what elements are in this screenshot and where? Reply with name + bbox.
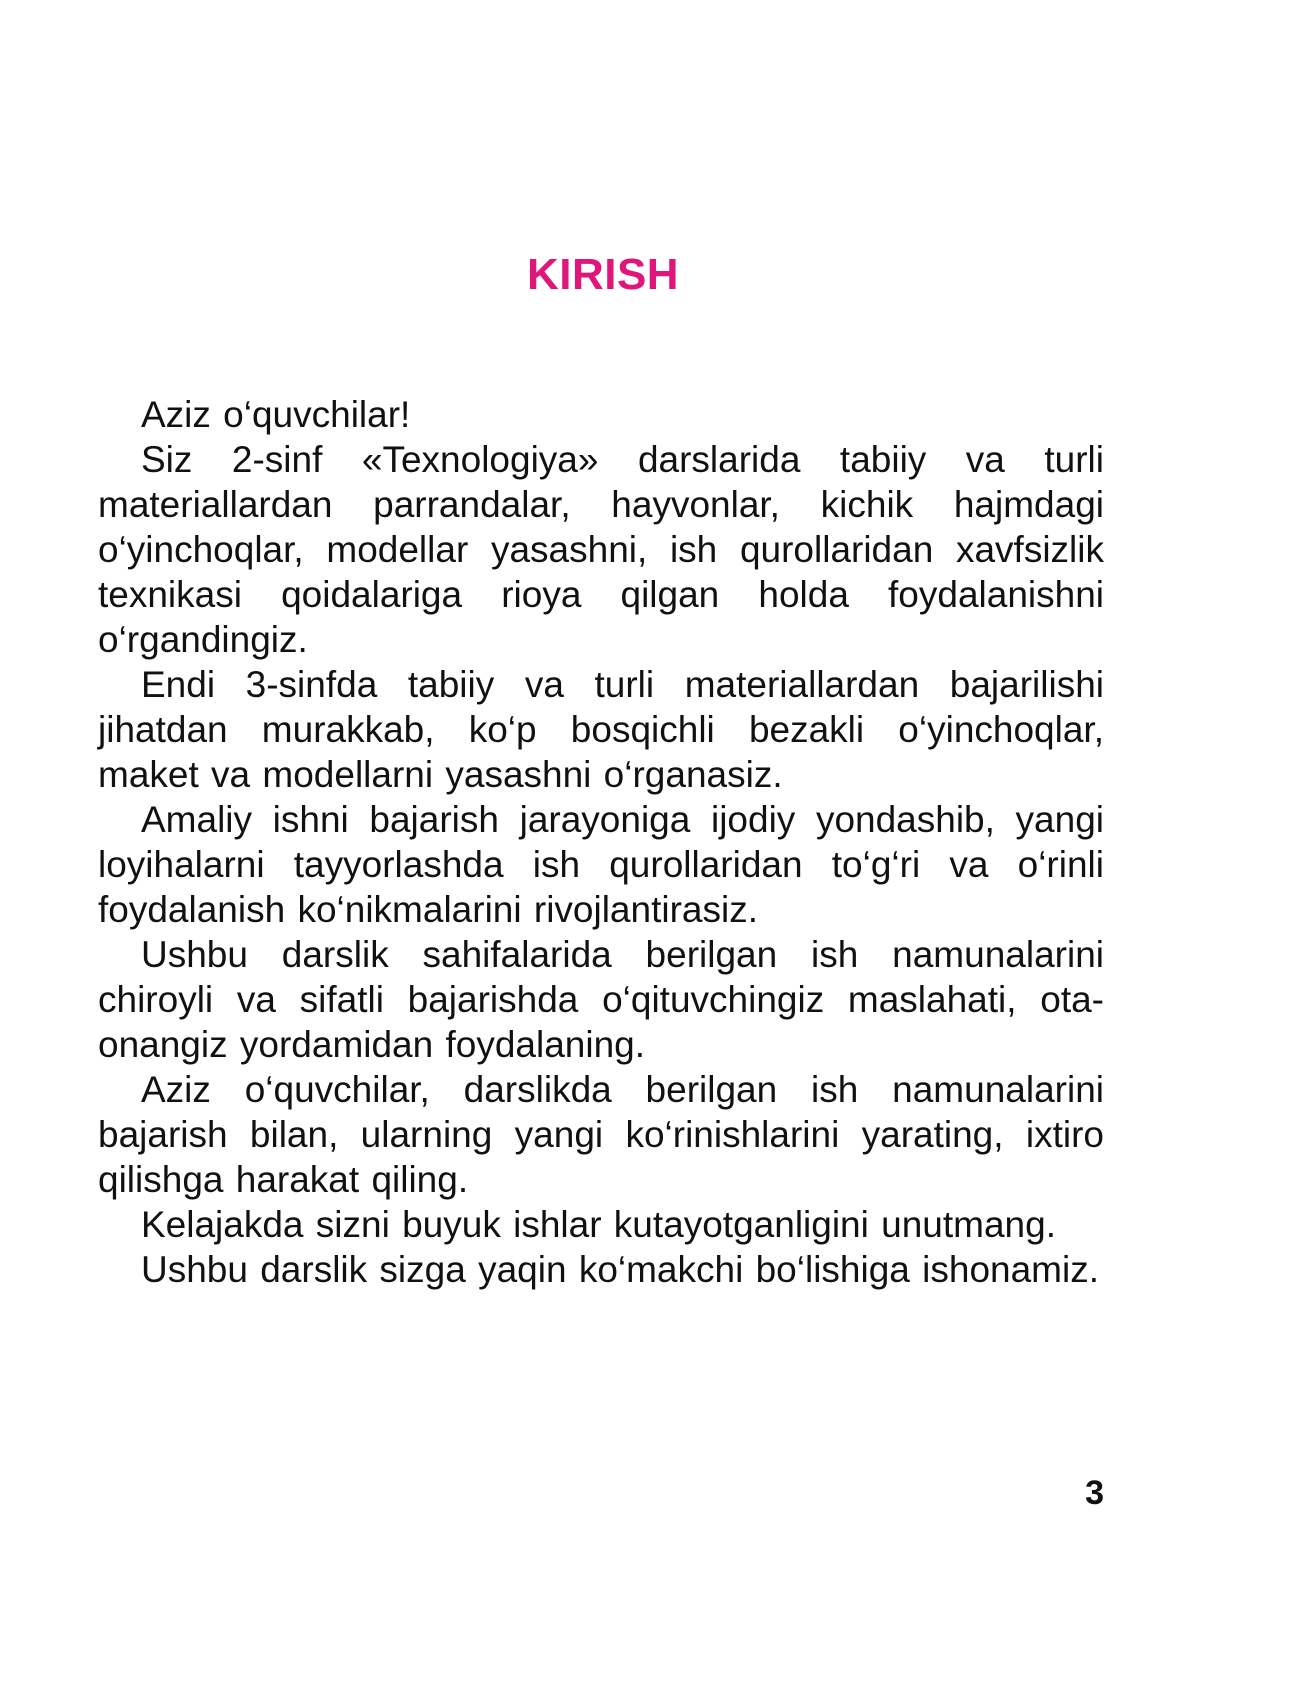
paragraph: Siz 2-sinf «Texnologiya» darslarida tabiiy va turli materiallardan parrandalar, hayvonlar, kichik hajmdagi o‘yinchoqlar, modellar yasashni, ish qurollaridan xavfsizlik texnikasi qoidalariga rioya qilgan holda foydalanishni o‘rgandingiz.	[98, 439, 1104, 660]
intro-text	[98, 392, 1104, 1292]
paragraph: Amaliy ishni bajarish jarayoniga ijodiy yondashib, yangi loyihalarni tayyorlashda ish qurollaridan to‘g‘ri va o‘rinli foydalanish ko‘nikmalarini rivojlantirasiz.	[98, 799, 1104, 930]
paragraph: Kelajakda sizni buyuk ishlar kutayotganligini unutmang.	[141, 1204, 1056, 1245]
paragraph: Ushbu darslik sizga yaqin ko‘makchi bo‘lishiga ishonamiz.	[141, 1249, 1099, 1290]
page-number: 3	[1085, 1474, 1104, 1512]
paragraph-greeting: Aziz o‘quvchilar!	[141, 394, 411, 435]
paragraph: Aziz o‘quvchilar, darslikda berilgan ish namunalarini bajarish bilan, ularning yangi ko‘rinishlarini yarating, ixtiro qilishga harakat qiling.	[98, 1069, 1104, 1200]
chapter-title: KIRISH	[526, 250, 680, 299]
paragraph: Endi 3-sinfda tabiiy va turli materiallardan bajarilishi jihatdan murakkab, ko‘p bosqichli bezakli o‘yinchoqlar, maket va modellarni yasashni o‘rganasiz.	[98, 664, 1104, 795]
paragraph: Ushbu darslik sahifalarida berilgan ish namunalarini chiroyli va sifatli bajarishda o‘qituvchingiz maslahati, ota-onangiz yordamidan foydalaning.	[98, 934, 1104, 1065]
